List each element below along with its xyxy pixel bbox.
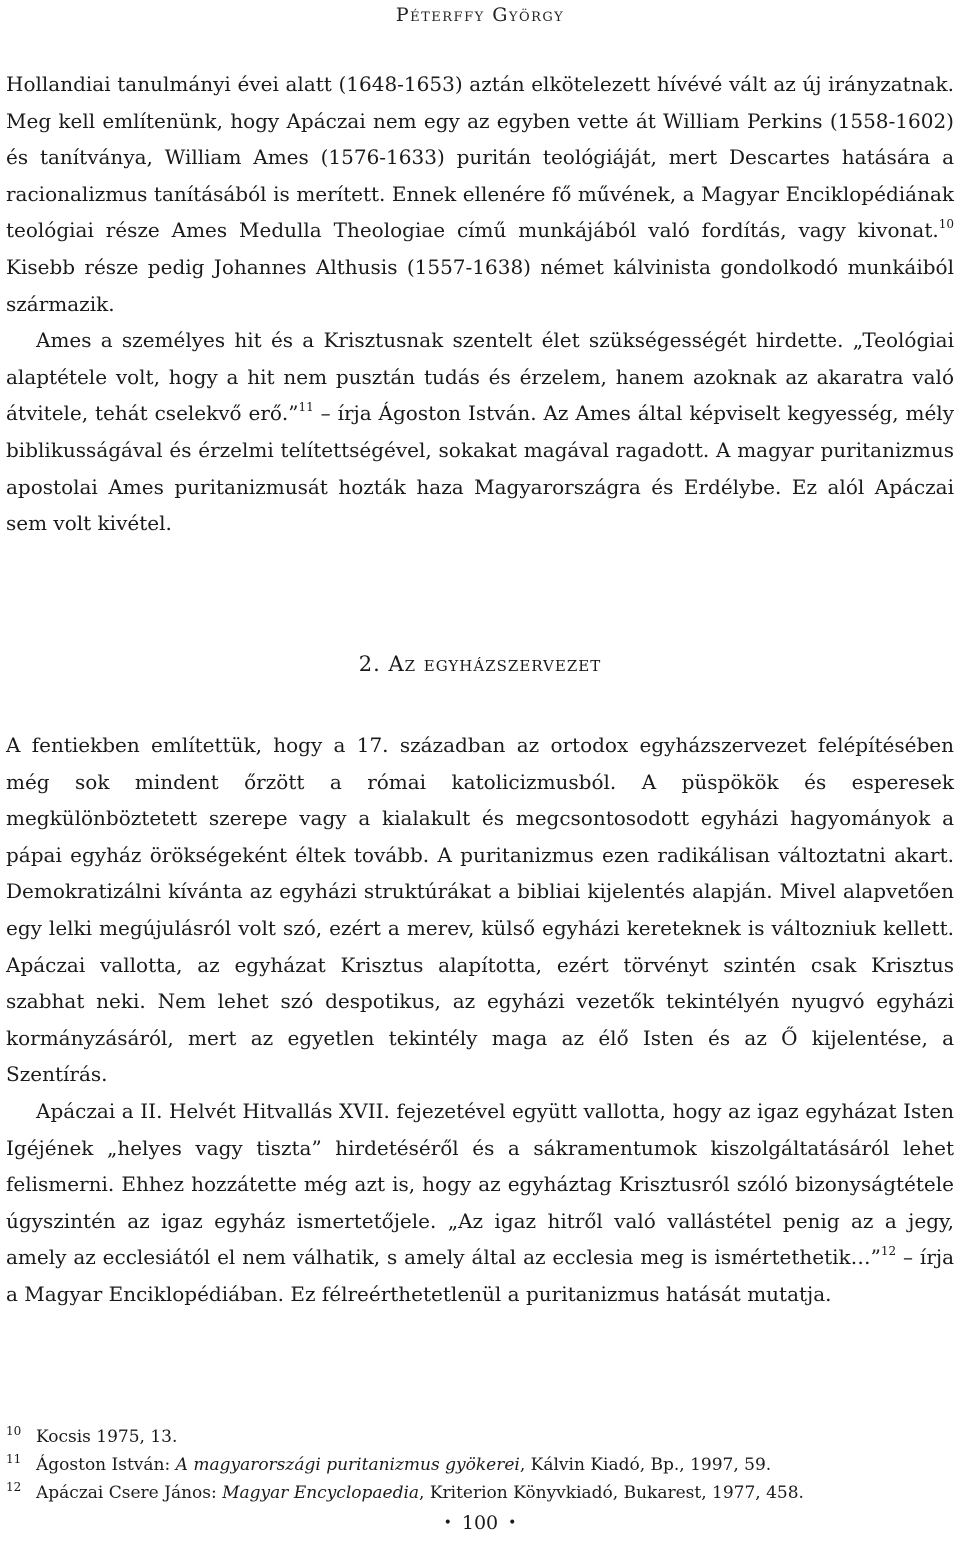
footnote-number: 10: [6, 1424, 22, 1438]
footnote-12: 12 Apáczai Csere János: Magyar Encyclopaedia, Kriterion Könyvkiadó, Bukarest, 1977, 458.: [6, 1479, 954, 1507]
footnote-ref-10[interactable]: 10: [938, 217, 954, 232]
section-paragraph-2: Apáczai a II. Helvét Hitvallás XVII. fejezetével együtt vallotta, hogy az igaz egyházat Isten Igéjének „helyes vagy tiszta” hirdetéséről és a sákramentumok kiszolgáltatásáról lehet felismerni. Ehhez hozzátette még azt is, hogy az egyháztag Krisztusról szóló bizonyságtétele úgyszintén az igaz egyház ismertetőjele. „Az igaz hitről való vallástétel penig az a jegy, amely az ecclesiától el nem válhatik, s amely által az ecclesia meg is ismértethetik…”$^{12}$ – írja a Magyar Enciklopédiában. Ez félreérthetetlenül a puritanizmus hatását mutatja.: [6, 1098, 955, 1306]
footnote-number: 11: [6, 1452, 22, 1466]
running-head: Péterffy György: [395, 4, 565, 26]
footnote-number: 12: [6, 1480, 22, 1494]
paragraph-2: Ames a személyes hit és a Krisztusnak szentelt élet szükségességét hirdette. „Teológiai alaptétele volt, hogy a hit nem pusztán tudás és érzelem, hanem azoknak az akaratra való átvitele, tehát cselekvő erő.”$^{11}$ – írja Ágoston István. Az Ames által képviselt kegyesség, mély biblikusságával és érzelmi telítettségével, sokakat magával ragadott. A magyar puritanizmus apostolai Ames puritanizmusát hozták haza Magyarországra és Erdélybe. Ez alól Apáczai sem volt kivétel.: [6, 328, 954, 536]
footnote-text: Kocsis 1975, 13.: [36, 1427, 178, 1447]
paragraph-1: Hollandiai tanulmányi évei alatt (1648-1653) aztán elkötelezett hívévé vált az új irányzatnak. Meg kell említenünk, hogy Apáczai nem egy az egyben vette át William Perkins (1558-1602) és tanítványa, William Ames (1576-1633) puritán teológiáját, mert Descartes hatására a racionalizmus tanításából is merített. Ennek ellenére fő művének, a Magyar Enciklopédiának teológiai része Ames Medulla Theologiae című munkájából való fordítás, vagy kivonat.$^{10}$ Kisebb része pedig Johannes Althusis (1557-1638) német kálvinista gondolkodó munkáiból származik.: [6, 72, 954, 316]
body-text-section: [6, 727, 954, 1313]
footnote-10: [6, 1423, 954, 1451]
footnote-ref-12[interactable]: 12: [880, 1244, 897, 1259]
bullet-right: •: [508, 1515, 517, 1531]
footnote-book-title: A magyarországi puritanizmus gyökerei: [175, 1455, 520, 1475]
body-text-top: [6, 66, 954, 542]
page-number-value: 100: [461, 1512, 499, 1534]
section-paragraph-1: A fentiekben említettük, hogy a 17. században az ortodox egyházszervezet felépítésében még sok mindent őrzött a római katolicizmusból. A püspökök és esperesek megkülönböztetett szerepe vagy a kialakult és megcsontosodott egyházi hagyományok a pápai egyház örökségeként éltek tovább. A puritanizmus ezen radikálisan változtatni akart. Demokratizálni kívánta az egyházi struktúrákat a bibliai kijelentés alapján. Mivel alapvetően egy lelki megújulásról volt szó, ezért a merev, külső egyházi kereteknek is változniuk kellett. Apáczai vallotta, az egyházat Krisztus alapította, ezért törvényt szintén csak Krisztus szabhat neki. Nem lehet szó despotikus, az egyházi vezetők tekintélyén nyugvó egyházi kormányzásáról, mert az egyetlen tekintély maga az élő Isten és az Ő kijelentése, a Szentírás.: [6, 733, 954, 1087]
footnote-11: 11 Ágoston István: A magyarországi puritanizmus gyökerei, Kálvin Kiadó, Bp., 1997, 59.: [6, 1451, 954, 1479]
bullet-left: •: [443, 1515, 452, 1531]
footnote-ref-11[interactable]: 11: [298, 400, 314, 415]
section-heading: 2. Az egyházszervezet: [358, 652, 602, 676]
footnote-book-title: Magyar Encyclopaedia: [222, 1483, 420, 1503]
page-number: [0, 1512, 960, 1534]
footnotes: [6, 1423, 954, 1507]
